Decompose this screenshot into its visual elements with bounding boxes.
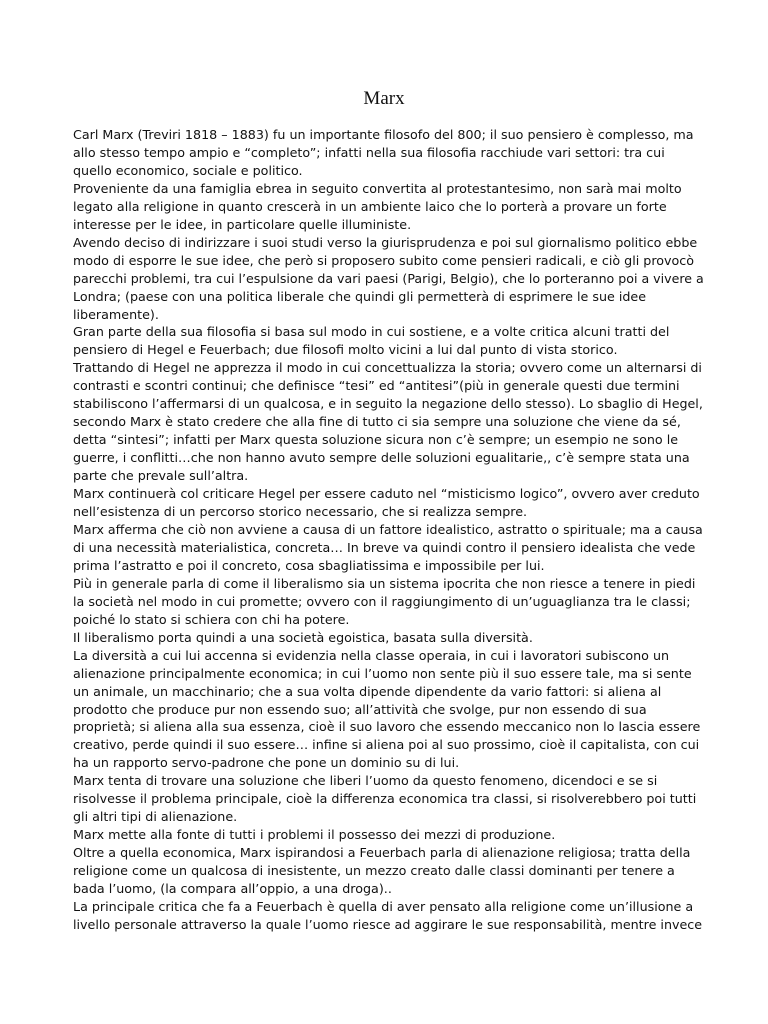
text-line: la società nel modo in cui promette; ovvero con il raggiungimento di un’uguaglianza tra le classi; [73, 593, 691, 609]
text-line: gli altri tipi di alienazione. [73, 809, 238, 825]
text-line: prima l’astratto e poi il concreto, cosa sbagliatissima e impossibile per lui. [73, 557, 545, 573]
text-line: parecchi problemi, tra cui l’espulsione da vari paesi (Parigi, Belgio), che lo porteranno poi a vivere a [73, 270, 704, 286]
text-line: Carl Marx (Treviri 1818 – 1883) fu un importante filosofo del 800; il suo pensiero è complesso, ma [73, 127, 694, 142]
text-line: La principale critica che fa a Feuerbach è quella di aver pensato alla religione come un’illusione a [73, 898, 694, 914]
text-line: risolvesse il problema principale, cioè la differenza economica tra classi, si risolverebbero poi tutti [73, 791, 697, 807]
text-line: interesse per le idee, in particolare quelle illuministe. [73, 216, 412, 232]
text-line: parte che prevale sull’altra. [73, 468, 249, 484]
document-title: Marx [363, 88, 405, 109]
text-line: proprietà; si aliena alla sua essenza, cioè il suo lavoro che essendo meccanico non lo lascia essere [73, 719, 701, 735]
text-line: un animale, un macchinario; che a sua volta dipende dipendente da vario fattori: si aliena al [73, 683, 662, 699]
text-line: stabiliscono l’affermarsi di un qualcosa, e in seguito la negazione dello stesso). Lo sbaglio di Hegel, [73, 396, 703, 412]
text-line: Marx continuerà col criticare Hegel per essere caduto nel “misticismo logico”, ovvero aver creduto [73, 486, 700, 502]
text-line: creativo, perde quindi il suo essere… infine si aliena poi al suo prossimo, cioè il capitalista, con cui [73, 737, 700, 753]
text-line: contrasti e scontri continui; che definisce “tesi” ed “antitesi”(più in generale questi due termini [73, 378, 680, 394]
text-line: allo stesso tempo ampio e “completo”; infatti nella sua filosofia racchiude vari settori: tra cui [73, 144, 665, 160]
text-line: guerre, i conflitti…che non hanno avuto sempre delle soluzioni egualitarie,, c’è sempre stata una [73, 450, 690, 466]
text-line: poiché lo stato si schiera con chi ha potere. [73, 611, 350, 627]
text-line: secondo Marx è stato credere che alla fine di tutto ci sia sempre una soluzione che viene da sé, [73, 414, 681, 430]
text-line: Marx afferma che ciò non avviene a causa di un fattore idealistico, astratto o spirituale; ma a causa [73, 521, 703, 537]
text-line: Proveniente da una famiglia ebrea in seguito convertita al protestantesimo, non sarà mai molto [73, 180, 682, 196]
text-line: quello economico, sociale e politico. [73, 162, 303, 178]
text-line: alienazione principalmente economica; in cui l’uomo non sente più il suo essere tale, ma si sente [73, 665, 692, 681]
text-line: modo di esporre le sue idee, che però si proposero subito come pensieri radicali, e ciò gli provocò [73, 252, 695, 268]
text-line: nell’esistenza di un percorso storico necessario, che si realizza sempre. [73, 504, 528, 520]
text-line: Oltre a quella economica, Marx ispirandosi a Feuerbach parla di alienazione religiosa; tratta della [73, 845, 691, 861]
text-line: Più in generale parla di come il liberalismo sia un sistema ipocrita che non riesce a tenere in piedi [73, 575, 696, 591]
text-line: legato alla religione in quanto crescerà in un ambiente laico che lo porterà a provare un forte [73, 198, 667, 214]
text-line: pensiero di Hegel e Feuerbach; due filosofi molto vicini a lui dal punto di vista storico. [73, 342, 618, 358]
text-line: Avendo deciso di indirizzare i suoi studi verso la giurisprudenza e poi sul giornalismo politico ebbe [73, 234, 698, 250]
text-line: Gran parte della sua filosofia si basa sul modo in cui sostiene, e a volte critica alcuni tratti del [73, 324, 670, 340]
text-line: di una necessità materialistica, concreta… In breve va quindi contro il pensiero idealista che vede [73, 539, 696, 555]
text-line: prodotto che produce pur non essendo suo; all’attività che svolge, pur non essendo di sua [73, 701, 647, 717]
text-line: detta “sintesi”; infatti per Marx questa soluzione sicura non c’è sempre; un esempio ne sono le [73, 432, 679, 448]
text-line: Trattando di Hegel ne apprezza il modo in cui concettualizza la storia; ovvero come un alternarsi di [73, 360, 702, 376]
text-line: bada l’uomo, (la compara all’oppio, a una droga).. [73, 881, 392, 897]
text-line: livello personale attraverso la quale l’uomo riesce ad aggirare le sue responsabilità, mentre invece [73, 916, 703, 932]
text-line: La diversità a cui lui accenna si evidenzia nella classe operaia, in cui i lavoratori subiscono un [73, 647, 670, 663]
text-line: Marx mette alla fonte di tutti i problemi il possesso dei mezzi di produzione. [73, 827, 556, 843]
text-line: ha un rapporto servo-padrone che pone un dominio su di lui. [73, 755, 460, 771]
text-line: religione come un qualcosa di inesistente, un mezzo creato dalle classi dominanti per tenere a [73, 863, 675, 879]
text-line: Londra; (paese con una politica liberale che quindi gli permetterà di esprimere le sue idee [73, 288, 647, 304]
text-line: Il liberalismo porta quindi a una società egoistica, basata sulla diversità. [73, 629, 533, 645]
text-line: Marx tenta di trovare una soluzione che liberi l’uomo da questo fenomeno, dicendoci e se si [73, 773, 658, 789]
document-body [73, 126, 703, 934]
text-line: liberamente). [73, 306, 159, 322]
